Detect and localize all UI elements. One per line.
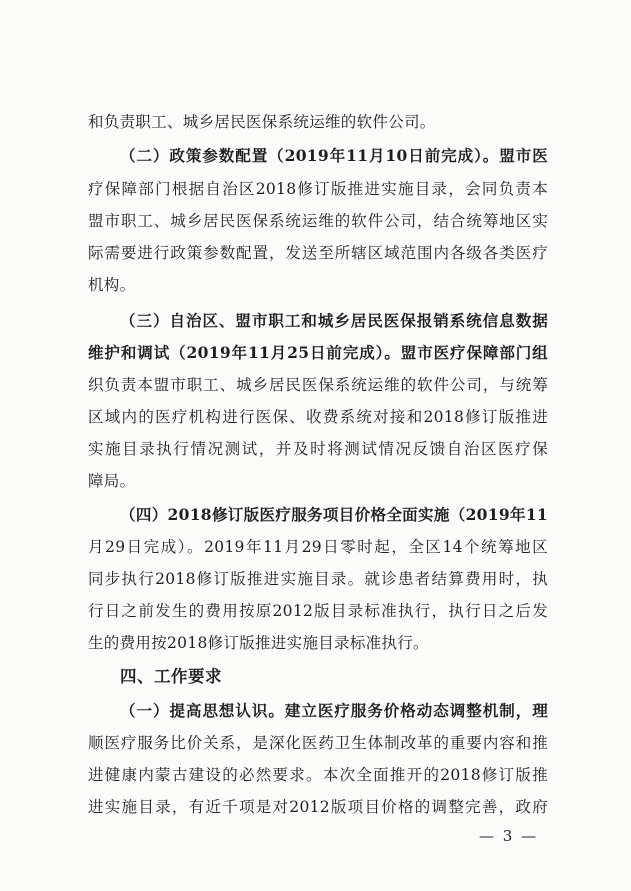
text-line: 实施目录执行情况测试，并及时将测试情况反馈自治区医疗保 — [88, 440, 548, 458]
text-line: 行日之前发生的费用按原2012版目录标准执行，执行日之后发 — [88, 602, 548, 620]
section-heading-1: （一）提高思想认识。建立医疗服务价格动态调整机制，理 — [120, 701, 548, 720]
text-line: 月29日完成）。2019年11月29日零时起，全区14个统筹地区 — [88, 538, 548, 556]
text-line: 顺医疗服务比价关系，是深化医药卫生体制改革的重要内容和推 — [88, 734, 548, 752]
text-line: 进实施目录，有近千项是对2012版项目价格的调整完善，政府 — [88, 798, 548, 816]
text-line: 维护和调试（2019年11月25日前完成）。盟市医疗保障部门组 — [88, 343, 548, 362]
text-line: 盟市职工、城乡居民医保系统运维的软件公司，结合统筹地区实 — [88, 212, 548, 230]
text-line: 和负责职工、城乡居民医保系统运维的软件公司。 — [88, 113, 436, 131]
text-line: 障局。 — [88, 472, 136, 490]
text-line: 区域内的医疗机构进行医保、收费系统对接和2018修订版推进 — [88, 408, 548, 426]
text-line: 机构。 — [88, 276, 136, 294]
section-heading-3: （三）自治区、盟市职工和城乡居民医保报销系统信息数据 — [120, 311, 548, 330]
text-line: 进健康内蒙古建设的必然要求。本次全面推开的2018修订版推 — [88, 766, 548, 784]
chapter-heading: 四、工作要求 — [120, 667, 222, 686]
page-number: — 3 — — [479, 827, 539, 845]
section-heading-2: （二）政策参数配置（2019年11月10日前完成）。盟市医 — [120, 146, 548, 165]
text-line: 疗保障部门根据自治区2018修订版推进实施目录，会同负责本 — [88, 180, 548, 198]
section-heading-4: （四）2018修订版医疗服务项目价格全面实施（2019年11 — [120, 505, 548, 524]
text-line: 际需要进行政策参数配置，发送至所辖区域范围内各级各类医疗 — [88, 244, 548, 262]
text-line: 生的费用按2018修订版推进实施目录标准执行。 — [88, 634, 429, 652]
text-line: 织负责本盟市职工、城乡居民医保系统运维的软件公司，与统筹 — [88, 376, 548, 394]
text-line: 同步执行2018修订版推进实施目录。就诊患者结算费用时，执 — [88, 570, 548, 588]
